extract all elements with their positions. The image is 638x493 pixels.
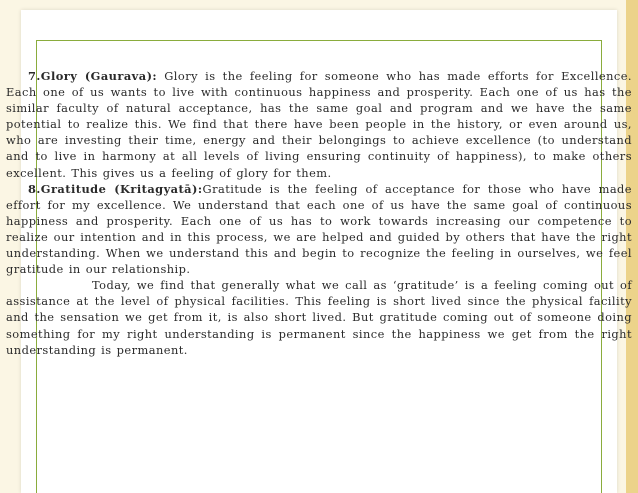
- text-gratitude: Gratitude is the feeling of acceptance for those who have made effort for my excellence. We understand that each one of us have the same goal of continuous happiness and prosperity. Each one of us has to work towards increasing our competence to realize our intention and in this process, we are helped and guided by others that have the right understanding. When we understand this and begin to recognize the feeling in ourselves, we feel gratitude in our relationship.: [6, 181, 632, 277]
- frame-border-top: [36, 40, 602, 41]
- paragraph-today: [6, 277, 632, 357]
- heading-glory: 7.Glory (Gaurava):: [28, 69, 158, 83]
- paragraph-gratitude: [6, 181, 632, 278]
- slide-body: [6, 68, 632, 358]
- paragraph-glory: [6, 68, 632, 181]
- text-today: Today, we find that generally what we call as ‘gratitude’ is a feeling coming out of assistance at the level of physical facilities. This feeling is short lived since the physical facility and the sensation we get from it, is also short lived. But gratitude coming out of someone doing something for my right understanding is permanent since the happiness we get from the right understanding is permanent.: [6, 278, 632, 357]
- heading-gratitude: 8.Gratitude (Kritagyatā):: [28, 181, 203, 196]
- text-glory: Glory is the feeling for someone who has made efforts for Excellence. Each one of us wants to live with continuous happiness and prosperity. Each one of us has the similar faculty of natural acceptance, has the same goal and program and we have the same potential to realize this. We find that there have been people in the history, or even around us, who are investing their time, energy and their belongings to achieve excellence (to understand and to live in harmony at all levels of living ensuring continuity of happiness), to make others excellent. This gives us a feeling of glory for them.: [6, 69, 632, 180]
